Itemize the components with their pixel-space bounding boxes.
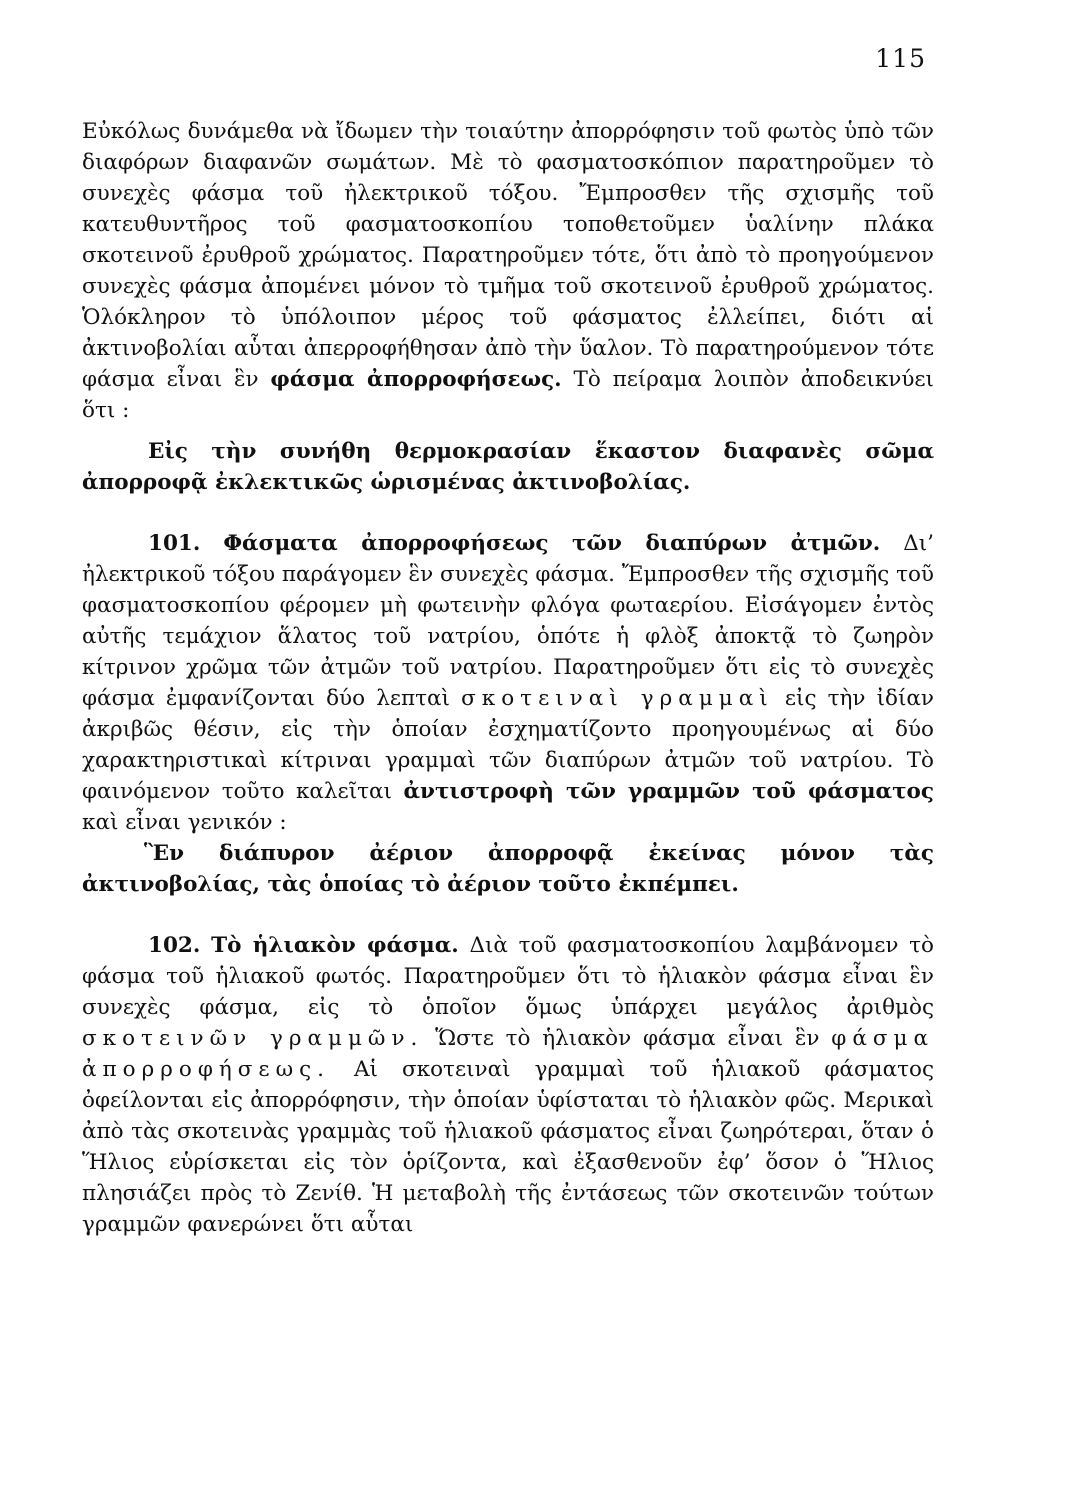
section-102-spaced-term-2: φάσμα ἀπορροφήσεως.	[82, 1026, 935, 1082]
section-102-paragraph	[82, 930, 934, 1240]
section-102-text: Διὰ τοῦ φασματοσκοπίου λαμβάνομεν τὸ φάσμα τοῦ ἡλιακοῦ φωτός. Παρατηροῦμεν ὅτι τὸ ἡλιακὸν φάσμα εἶναι ἓν συνεχὲς φάσμα, εἰς τὸ ὁποῖον ὅμως ὑπάρχει μεγάλος ἀριθμὸς	[82, 933, 934, 1020]
section-101-bold-term: ἀντιστροφὴ τῶν γραμμῶν τοῦ φάσματος	[403, 779, 934, 804]
section-101-number: 101.	[148, 531, 201, 556]
section-101-title: Φάσματα ἀπορροφήσεως τῶν διαπύρων ἀτμῶν.	[223, 531, 881, 556]
section-101-paragraph	[82, 528, 934, 838]
book-page	[82, 30, 934, 1470]
intro-bold-term: φάσμα ἀπορροφήσεως.	[270, 367, 562, 392]
conclusion-statement: Εἰς τὴν συνήθη θερμοκρασίαν ἕκαστον διαφανὲς σῶμα ἀπορροφᾷ ἐκλεκτικῶς ὡρισμένας ἀκτινοβολίας.	[82, 439, 934, 495]
section-102-spaced-term-1: σκοτεινῶν γραμμῶν.	[82, 1026, 424, 1051]
section-gap-2	[82, 900, 934, 930]
section-102-text-2: Ὥστε τὸ ἡλιακὸν φάσμα εἶναι ἓν	[435, 1026, 820, 1051]
section-102-number: 102.	[148, 933, 201, 958]
section-101-text-2: εἰς τὴν ἰδίαν ἀκριβῶς θέσιν, εἰς τὴν ὁποίαν ἐσχηματίζοντο προηγουμένως αἱ δύο χαρακτηριστικαὶ κίτριναι γραμμαὶ τῶν διαπύρων ἀτμῶν τοῦ νατρίου. Τὸ φαινόμενον τοῦτο καλεῖται	[82, 686, 935, 804]
section-101-text: Δι’ ἠλεκτρικοῦ τόξου παράγομεν ἓν συνεχὲς φάσμα. Ἔμπροσθεν τῆς σχισμῆς τοῦ φασματοσκοπίου φέρομεν μὴ φωτεινὴν φλόγα φωταερίου. Εἰσάγομεν ἐντὸς αὐτῆς τεμάχιον ἅλατος τοῦ νατρίου, ὁπότε ἡ φλὸξ ἀποκτᾷ τὸ ζωηρὸν κίτρινον χρῶμα τῶν ἀτμῶν τοῦ νατρίου. Παρατηροῦμεν ὅτι εἰς τὸ συνεχὲς φάσμα ἐμφανίζονται δύο λεπταὶ	[82, 531, 935, 711]
intro-text-end: Τὸ πείραμα λοιπὸν ἀποδεικνύει ὅτι :	[82, 367, 934, 423]
intro-paragraph	[82, 116, 934, 426]
section-101-text-3: καὶ εἶναι γενικόν :	[82, 810, 287, 835]
section-gap	[82, 498, 934, 528]
page-number: 115	[875, 44, 926, 73]
section-102-title: Τὸ ἡλιακὸν φάσμα.	[211, 933, 459, 958]
intro-text: Εὐκόλως δυνάμεθα νὰ ἴδωμεν τὴν τοιαύτην ἀπορρόφησιν τοῦ φωτὸς ὑπὸ τῶν διαφόρων διαφανῶν σωμάτων. Μὲ τὸ φασματοσκόπιον παρατηροῦμεν τὸ συνεχὲς φάσμα τοῦ ἠλεκτρικοῦ τόξου. Ἔμπροσθεν τῆς σχισμῆς τοῦ κατευθυντῆρος τοῦ φασματοσκοπίου τοποθετοῦμεν ὑαλίνην πλάκα σκοτεινοῦ ἐρυθροῦ χρώματος. Παρατηροῦμεν τότε, ὅτι ἀπὸ τὸ προηγούμενον συνεχὲς φάσμα ἀπομένει μόνον τὸ τμῆμα τοῦ σκοτεινοῦ ἐρυθροῦ χρώματος. Ὁλόκληρον τὸ ὑπόλοιπον μέρος τοῦ φάσματος ἐλλείπει, διότι αἱ ἀκτινοβολίαι αὗται ἀπερροφήθησαν ἀπὸ τὴν ὕαλον. Τὸ παρατηρούμενον τότε φάσμα εἶναι ἓν	[82, 119, 934, 392]
page-body	[82, 116, 934, 1240]
section-101-rule: Ἓν διάπυρον ἀέριον ἀπορροφᾷ ἐκείνας μόνον τὰς ἀκτινοβολίας, τὰς ὁποίας τὸ ἀέριον τοῦτο ἐκπέμπει.	[82, 841, 934, 897]
section-102-text-3: Αἱ σκοτειναὶ γραμμαὶ τοῦ ἡλιακοῦ φάσματος ὀφείλονται εἰς ἀπορρόφησιν, τὴν ὁποίαν ὑφίσταται τὸ ἡλιακὸν φῶς. Μερικαὶ ἀπὸ τὰς σκοτεινὰς γραμμὰς τοῦ ἡλιακοῦ φάσματος εἶναι ζωηρότεραι, ὅταν ὁ Ἥλιος εὑρίσκεται εἰς τὸν ὁρίζοντα, καὶ ἐξασθενοῦν ἐφ’ ὅσον ὁ Ἥλιος πλησιάζει πρὸς τὸ Ζενίθ. Ἡ μεταβολὴ τῆς ἐντάσεως τῶν σκοτεινῶν τούτων γραμμῶν φανερώνει ὅτι αὗται	[82, 1057, 934, 1237]
section-101-spaced-term: σκοτειναὶ γραμμαὶ	[461, 686, 774, 711]
